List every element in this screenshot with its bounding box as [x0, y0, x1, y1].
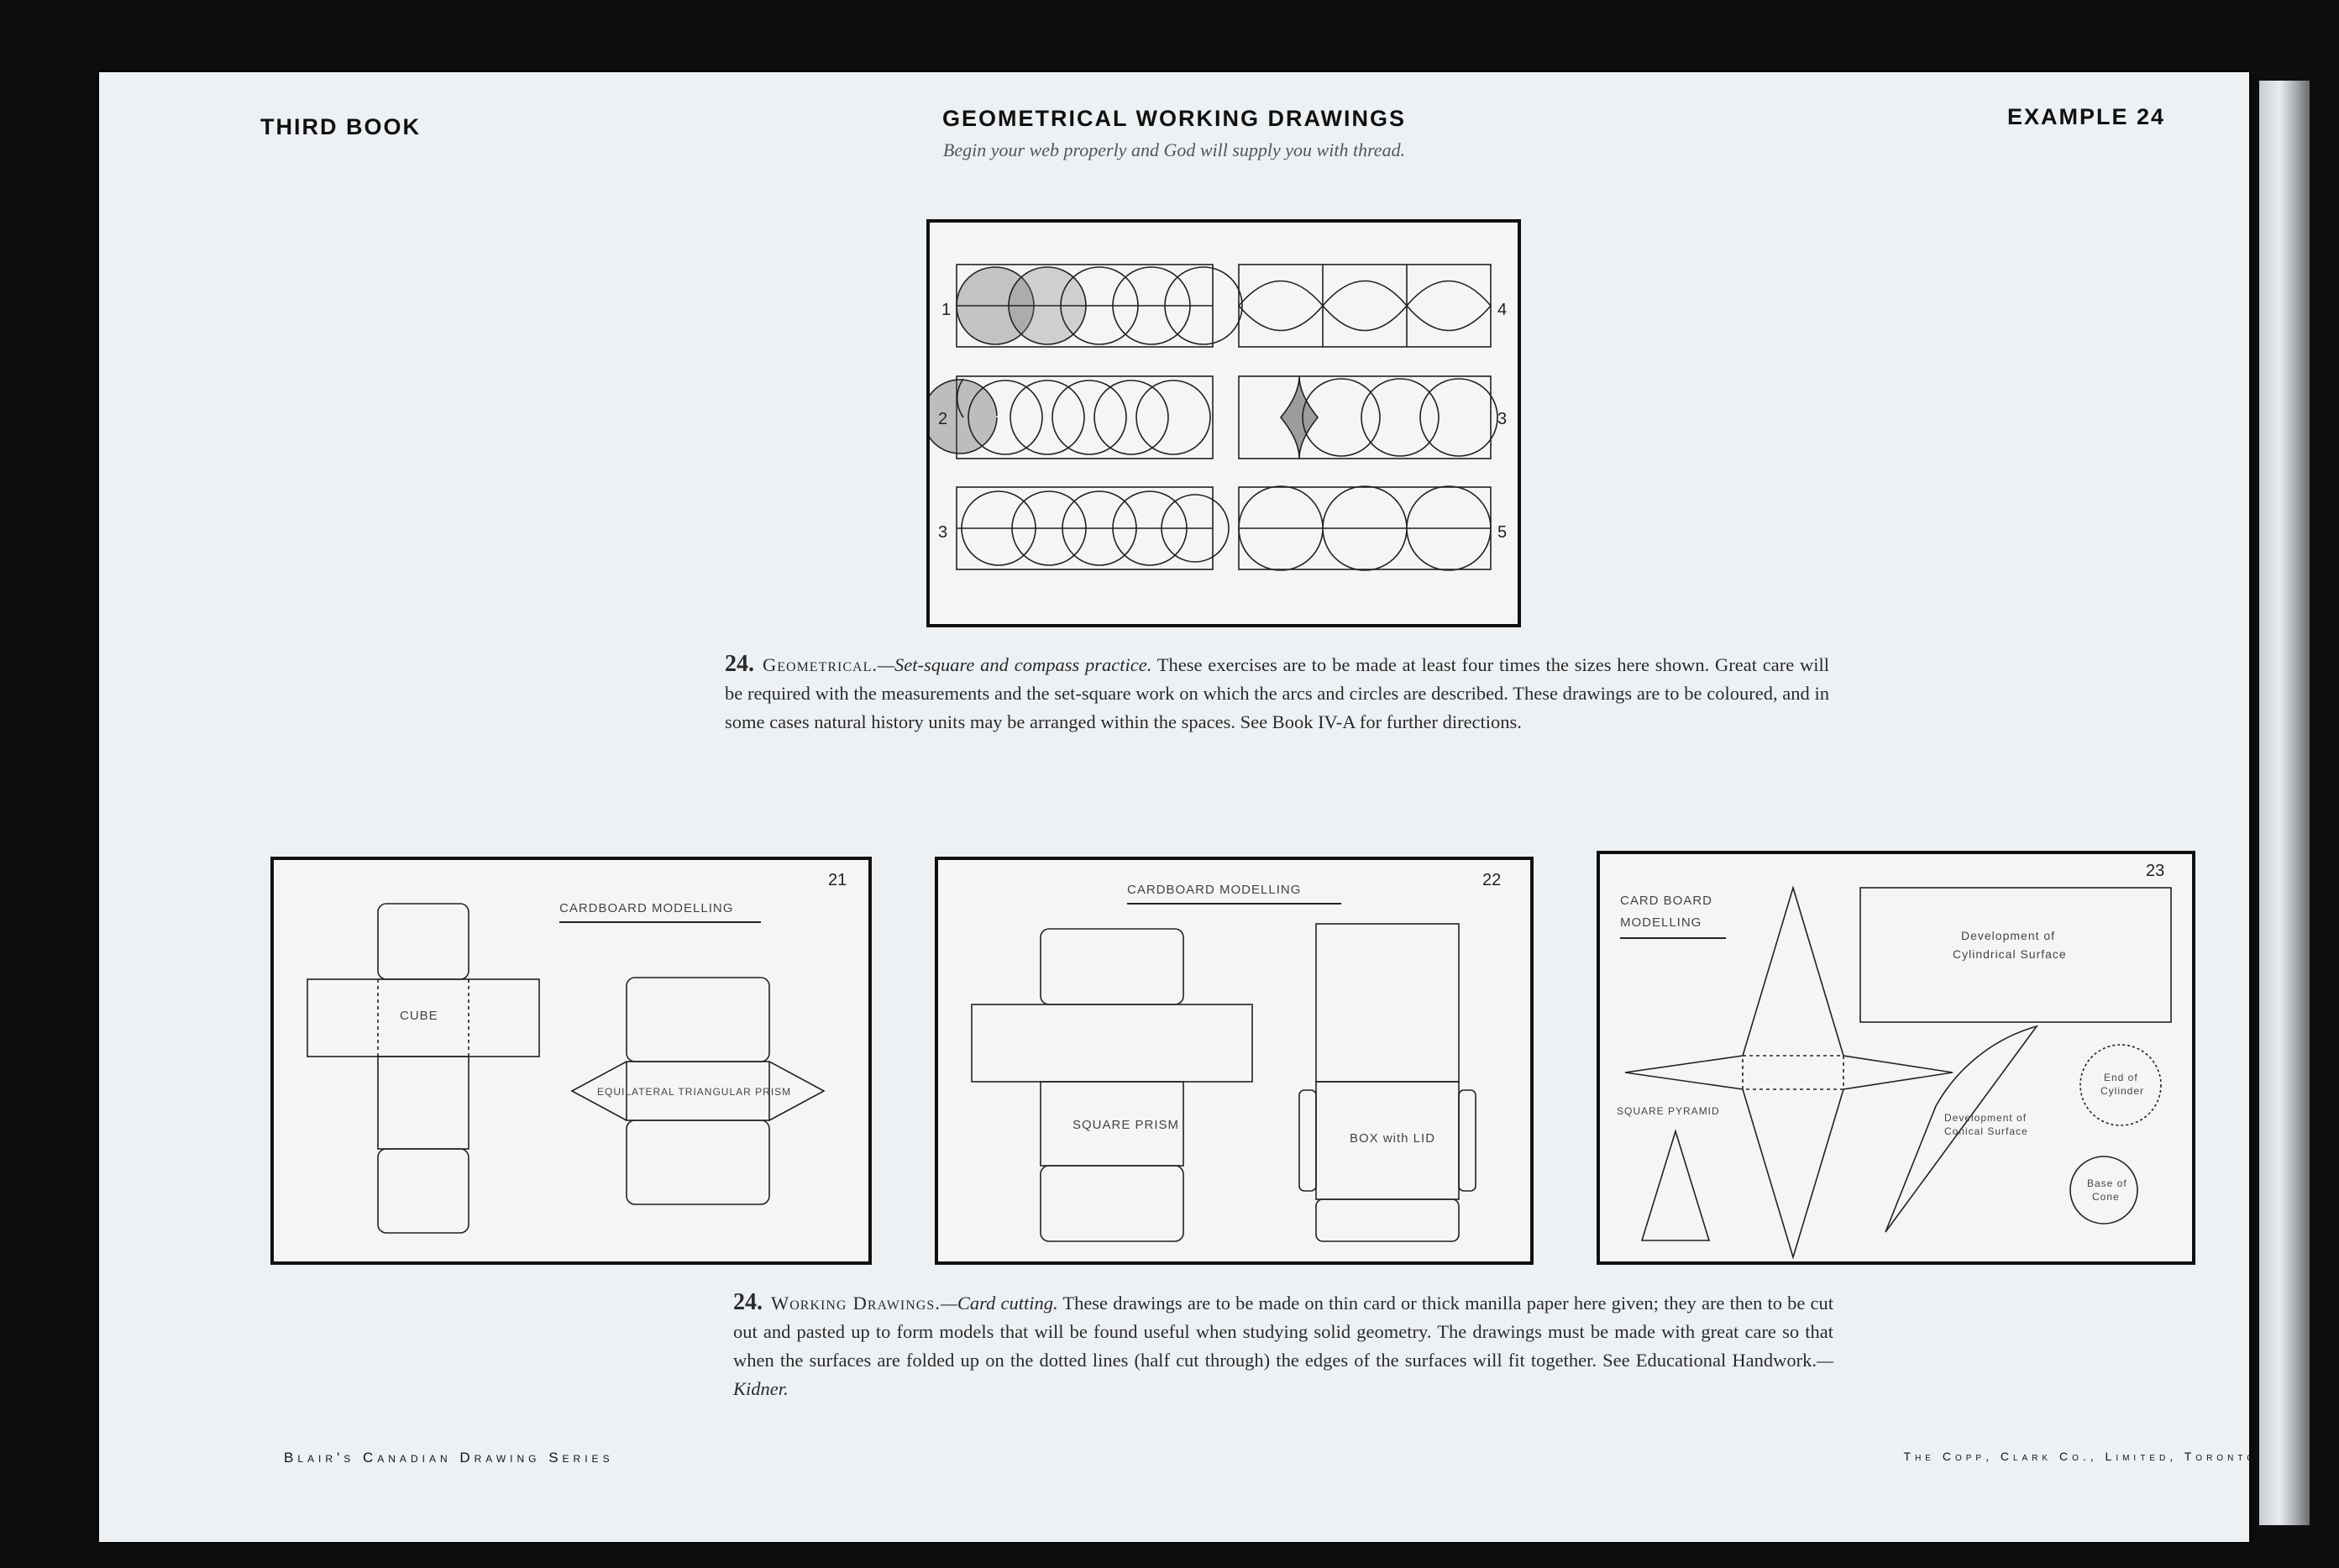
panel-cube-prism — [270, 857, 872, 1265]
row1-circles — [957, 267, 1242, 344]
paragraph-body: These exercises are to be made at least four times the sizes here shown. Great care will be required with the measurements and the set-square work on which the arcs and circles are described. These drawings are to be coloured, and in some cases natural history units may be arranged within the spaces. See Book IV-A for further directions. — [725, 654, 1829, 732]
book-page — [99, 72, 2258, 1542]
label-box-with-lid: BOX with LID — [1350, 1131, 1436, 1146]
paragraph-lead: Working Drawings. — [771, 1293, 941, 1314]
label-triangular-prism: EQUILATERAL TRIANGULAR PRISM — [597, 1086, 792, 1098]
row-label-5: 3 — [1497, 410, 1508, 428]
paragraph-number: 24. — [733, 1289, 763, 1315]
label-development-cone-1: Development of — [1944, 1112, 2027, 1124]
paragraph-subtitle: —Card cutting. — [940, 1293, 1058, 1314]
footer-series: Blair's Canadian Drawing Series — [284, 1450, 614, 1466]
row-label-3: 3 — [938, 523, 948, 542]
header-left: THIRD BOOK — [260, 114, 421, 139]
page-title: GEOMETRICAL WORKING DRAWINGS — [942, 106, 1406, 131]
paragraph-lead: Geometrical. — [763, 654, 878, 675]
motto: Begin your web properly and God will supply you with thread. — [942, 139, 1406, 160]
panel-title: CARDBOARD MODELLING — [559, 901, 734, 915]
label-cube: CUBE — [400, 1009, 438, 1023]
paragraph-geometrical — [725, 650, 1829, 737]
paragraph-subtitle: —Set-square and compass practice. — [877, 654, 1152, 675]
row-label-6: 5 — [1497, 523, 1508, 542]
panel-title-line1: CARD BOARD — [1620, 894, 1713, 908]
row-label-2: 2 — [938, 410, 948, 428]
geometric-exercises-figure — [926, 219, 1521, 627]
panel-number: 22 — [1482, 871, 1502, 889]
book-spine-edge — [2259, 81, 2310, 1525]
panel-number: 21 — [828, 871, 847, 889]
label-end-cylinder-1: End of — [2104, 1072, 2138, 1083]
panel-number: 23 — [2146, 862, 2165, 880]
row-label-1: 1 — [941, 301, 952, 319]
paragraph-credit: —Kidner. — [733, 1350, 1833, 1399]
row-label-4: 4 — [1497, 301, 1508, 319]
example-number: EXAMPLE 24 — [2006, 104, 2165, 129]
panel-pyramid-cylinder — [1597, 851, 2195, 1265]
label-base-cone-2: Cone — [2092, 1191, 2120, 1203]
paragraph-number: 24. — [725, 651, 754, 677]
paragraph-working-drawings — [733, 1288, 1833, 1403]
paragraph-body: These drawings are to be made on thin card or thick manilla paper here given; they are then to be cut out and pasted up to form models that will be found useful when studying solid geometry. The drawings must be made with great care so that when the surfaces are folded up on the dotted lines (half cut through) the edges of the surfaces will fit together. See Educational Handwork. — [733, 1293, 1833, 1371]
panel-square-prism-box — [935, 857, 1534, 1265]
label-development-cone-2: Conical Surface — [1944, 1125, 2028, 1137]
panel-title-line2: MODELLING — [1620, 915, 1702, 930]
label-development-cylinder-2: Cylindrical Surface — [1953, 947, 2067, 961]
label-base-cone-1: Base of — [2087, 1177, 2127, 1189]
label-square-prism: SQUARE PRISM — [1072, 1118, 1180, 1132]
footer-publisher: The Copp, Clark Co., Limited, Toronto — [1903, 1450, 2258, 1463]
label-development-cylinder-1: Development of — [1961, 929, 2056, 942]
label-end-cylinder-2: Cylinder — [2100, 1085, 2145, 1097]
label-square-pyramid: SQUARE PYRAMID — [1617, 1105, 1720, 1117]
geometric-drawing — [930, 223, 1518, 624]
panel-title: CARDBOARD MODELLING — [1127, 883, 1302, 897]
